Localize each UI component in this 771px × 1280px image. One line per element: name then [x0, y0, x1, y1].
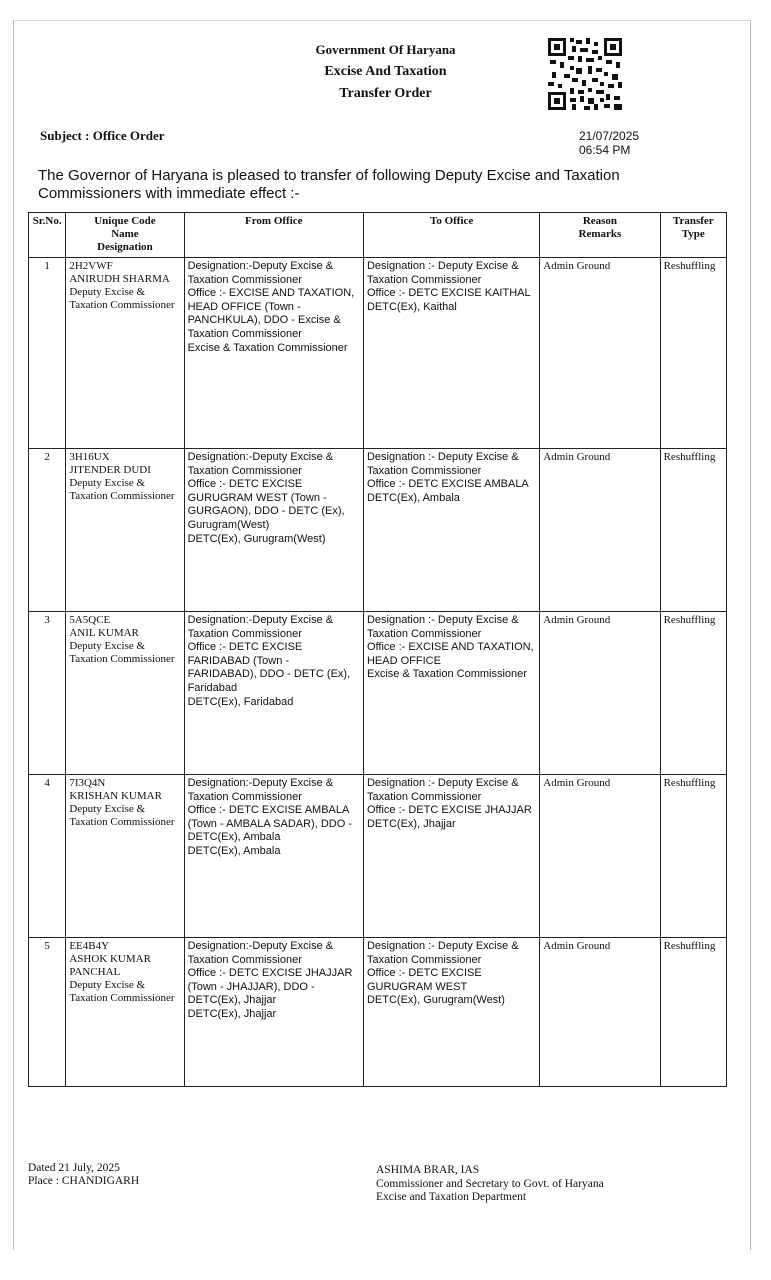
- subject-line: Subject : Office Order: [40, 128, 165, 143]
- officer-designation: Deputy Excise & Taxation Commissioner: [69, 286, 175, 311]
- from-designation: Designation:-Deputy Excise & Taxation Commissioner: [187, 777, 334, 803]
- officer-name: ASHOK KUMAR PANCHAL: [69, 953, 151, 978]
- row-reason: Admin Ground: [540, 449, 660, 612]
- row-from-office: [184, 775, 363, 938]
- row-transfer-type: Reshuffling: [660, 612, 726, 775]
- header-transfer-type: [660, 213, 726, 258]
- row-transfer-type: Reshuffling: [660, 938, 726, 1087]
- header-unique-code: [66, 213, 184, 258]
- order-time: 06:54 PM: [579, 143, 631, 157]
- table-header-row: [29, 213, 727, 258]
- header-type-label: Type: [681, 228, 705, 240]
- row-reason: Admin Ground: [540, 258, 660, 449]
- officer-designation: Deputy Excise & Taxation Commissioner: [69, 477, 175, 502]
- row-sr: 2: [29, 449, 66, 612]
- header-department: Excise And Taxation: [324, 64, 447, 79]
- row-sr: 3: [29, 612, 66, 775]
- to-office-detail: Office :- DETC EXCISE JHAJJAR: [366, 804, 532, 817]
- qr-code-icon: [548, 38, 622, 110]
- officer-name: ANIL KUMAR: [69, 627, 139, 639]
- row-sr: 5: [29, 938, 66, 1087]
- header-to-office: To Office: [363, 213, 539, 258]
- table-row: [29, 258, 727, 449]
- signatory-name: ASHIMA BRAR, IAS: [376, 1164, 480, 1176]
- to-designation: Designation :- Deputy Excise & Taxation Commissioner: [366, 451, 519, 477]
- header-remarks-label: Remarks: [578, 228, 622, 240]
- from-ddo: DETC(Ex), Faridabad: [187, 695, 294, 708]
- header-name-label: Name: [111, 228, 139, 240]
- header-order-type: Transfer Order: [339, 86, 432, 101]
- signatory-title: Commissioner and Secretary to Govt. of Haryana: [376, 1177, 604, 1190]
- header-code-label: Unique Code: [94, 215, 156, 227]
- signatory-department: Excise and Taxation Department: [376, 1191, 527, 1203]
- from-office-detail: Office :- DETC EXCISE GURUGRAM WEST (Town - GURGAON), DDO - DETC (Ex), Gurugram(West): [187, 478, 345, 531]
- row-transfer-type: Reshuffling: [660, 775, 726, 938]
- footer-place: Place : CHANDIGARH: [28, 1175, 140, 1187]
- footer-dated: Dated 21 July, 2025: [28, 1162, 120, 1174]
- transfer-table: [28, 212, 727, 1087]
- header-reason: [540, 213, 660, 258]
- to-designation: Designation :- Deputy Excise & Taxation Commissioner: [366, 260, 519, 286]
- table-row: [29, 775, 727, 938]
- row-reason: Admin Ground: [540, 938, 660, 1087]
- to-ddo: DETC(Ex), Gurugram(West): [366, 994, 505, 1007]
- row-to-office: [363, 449, 539, 612]
- from-office-detail: Office :- DETC EXCISE AMBALA (Town - AMBALA SADAR), DDO - DETC(Ex), Ambala: [187, 804, 352, 844]
- row-from-office: [184, 258, 363, 449]
- table-row: [29, 449, 727, 612]
- to-office-detail: Office :- DETC EXCISE AMBALA: [366, 478, 529, 491]
- from-office-detail: Office :- DETC EXCISE JHAJJAR (Town - JHAJJAR), DDO - DETC(Ex), Jhajjar: [187, 967, 353, 1007]
- to-designation: Designation :- Deputy Excise & Taxation Commissioner: [366, 940, 519, 966]
- row-officer: [66, 938, 184, 1087]
- row-from-office: [184, 938, 363, 1087]
- header-from-office: From Office: [184, 213, 363, 258]
- row-from-office: [184, 449, 363, 612]
- footer-date-place: [28, 1162, 139, 1188]
- row-sr: 4: [29, 775, 66, 938]
- officer-name: KRISHAN KUMAR: [69, 790, 162, 802]
- from-designation: Designation:-Deputy Excise & Taxation Commissioner: [187, 451, 334, 477]
- footer-signatory: [376, 1164, 604, 1205]
- intro-paragraph: The Governor of Haryana is pleased to transfer of following Deputy Excise and Taxation Commissioners with immediate effect :-: [38, 167, 620, 202]
- from-office-detail: Office :- DETC EXCISE FARIDABAD (Town - FARIDABAD), DDO - DETC (Ex), Faridabad: [187, 641, 351, 694]
- to-designation: Designation :- Deputy Excise & Taxation Commissioner: [366, 777, 519, 803]
- officer-name: JITENDER DUDI: [69, 464, 151, 476]
- to-ddo: Excise & Taxation Commissioner: [366, 668, 527, 681]
- to-designation: Designation :- Deputy Excise & Taxation Commissioner: [366, 614, 519, 640]
- row-officer: [66, 612, 184, 775]
- row-transfer-type: Reshuffling: [660, 258, 726, 449]
- order-date: 21/07/2025: [579, 129, 640, 143]
- officer-code: 7I3Q4N: [69, 777, 106, 789]
- to-office-detail: Office :- EXCISE AND TAXATION, HEAD OFFICE: [366, 641, 534, 667]
- from-designation: Designation:-Deputy Excise & Taxation Commissioner: [187, 940, 334, 966]
- table-row: [29, 938, 727, 1087]
- row-officer: [66, 775, 184, 938]
- from-ddo: DETC(Ex), Jhajjar: [187, 1007, 277, 1020]
- to-ddo: DETC(Ex), Kaithal: [366, 300, 457, 313]
- to-ddo: DETC(Ex), Jhajjar: [366, 817, 456, 830]
- officer-code: 2H2VWF: [69, 260, 113, 272]
- officer-code: 3H16UX: [69, 451, 110, 463]
- officer-designation: Deputy Excise & Taxation Commissioner: [69, 979, 175, 1004]
- table-row: [29, 612, 727, 775]
- header-government: Government Of Haryana: [315, 42, 456, 57]
- row-to-office: [363, 612, 539, 775]
- from-ddo: Excise & Taxation Commissioner: [187, 341, 348, 354]
- header-designation-label: Designation: [97, 241, 153, 253]
- officer-code: EE4B4Y: [69, 940, 110, 952]
- officer-designation: Deputy Excise & Taxation Commissioner: [69, 803, 175, 828]
- header-sr: Sr.No.: [29, 213, 66, 258]
- row-to-office: [363, 775, 539, 938]
- officer-name: ANIRUDH SHARMA: [69, 273, 170, 285]
- from-ddo: DETC(Ex), Gurugram(West): [187, 532, 326, 545]
- row-transfer-type: Reshuffling: [660, 449, 726, 612]
- row-officer: [66, 449, 184, 612]
- to-office-detail: Office :- DETC EXCISE KAITHAL: [366, 287, 531, 300]
- header-transfer-label: Transfer: [672, 215, 714, 227]
- officer-code: 5A5QCE: [69, 614, 111, 626]
- row-to-office: [363, 258, 539, 449]
- row-officer: [66, 258, 184, 449]
- row-reason: Admin Ground: [540, 775, 660, 938]
- header-reason-label: Reason: [582, 215, 618, 227]
- row-sr: 1: [29, 258, 66, 449]
- to-ddo: DETC(Ex), Ambala: [366, 491, 460, 504]
- row-from-office: [184, 612, 363, 775]
- row-reason: Admin Ground: [540, 612, 660, 775]
- officer-designation: Deputy Excise & Taxation Commissioner: [69, 640, 175, 665]
- order-datetime: [579, 129, 639, 157]
- to-office-detail: Office :- DETC EXCISE GURUGRAM WEST: [366, 967, 482, 993]
- row-to-office: [363, 938, 539, 1087]
- from-designation: Designation:-Deputy Excise & Taxation Commissioner: [187, 614, 334, 640]
- from-ddo: DETC(Ex), Ambala: [187, 844, 281, 857]
- from-office-detail: Office :- EXCISE AND TAXATION, HEAD OFFICE (Town - PANCHKULA), DDO - Excise & Taxation Commissioner: [187, 287, 355, 340]
- from-designation: Designation:-Deputy Excise & Taxation Commissioner: [187, 260, 334, 286]
